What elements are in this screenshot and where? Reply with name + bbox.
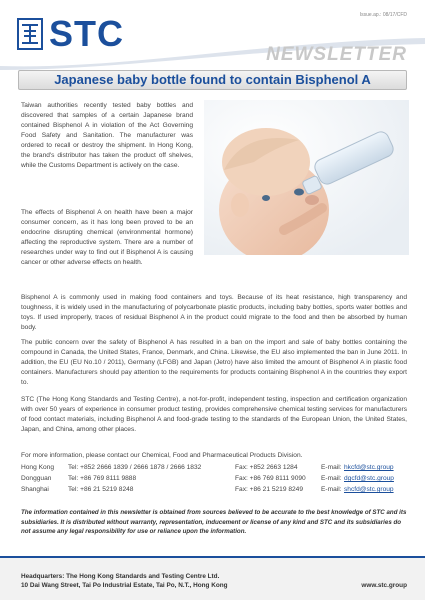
newsletter-label: NEWSLETTER — [266, 44, 407, 65]
baby-bottle-photo — [204, 100, 409, 255]
contact-fax: Fax: +86 21 5219 8249 — [235, 486, 304, 493]
footer — [0, 558, 425, 600]
article-title-bar — [18, 70, 407, 90]
contact-fax: Fax: +86 769 8111 9090 — [235, 475, 306, 482]
contact-email-link[interactable]: hkcfd@stc.group — [344, 464, 394, 471]
footer-website-link[interactable]: www.stc.group — [361, 582, 407, 589]
contact-row-dongguan — [21, 475, 407, 485]
contact-email-label: E-mail: — [321, 464, 342, 471]
paragraph-4: The public concern over the safety of Bisphenol A has resulted in a ban on the import and sale of baby bottles containing the compound in Canada, the United States, France, Denmark, and China. Likewise, the EU also implemented the ban in June 2011. In addition, the EU (EU No.10 / 2011), Germany (LFGB) and Japan (Jetro) have also limited the amount of Bisphenol A in plastic food containers. Manufacturers should pay attention to the requirements for products containing Bisphenol A in the countries they export to. — [21, 339, 407, 386]
paragraph-1: Taiwan authorities recently tested baby bottles and discovered that samples of a certain Japanese brand contained Bisphenol A in violation of the Act Governing Food Safety and Sanitation. The manufacturer was ordered to recall or destroy the shipment. In Hong Kong, the brand's distributor has taken the product off shelves, while the Customs Department is actively on the case. — [21, 102, 193, 169]
contact-city: Dongguan — [21, 475, 52, 482]
newsletter-header — [0, 0, 425, 70]
paragraph-5: STC (The Hong Kong Standards and Testing Centre), a not-for-profit, independent testing, inspection and certification organization with over 50 years of experience in consumer product testing, provides comprehensive chemical testing services for manufacturers of food contact materials, including Bisphenol A and food-grade testing to the standards of the European Union, the United States, Japan, and China, among other places. — [21, 396, 407, 433]
paragraph-3: Bisphenol A is commonly used in making food containers and toys. Because of its heat resistance, high transparency and toughness, it is widely used in the manufacturing of polycarbonate plastic products, including baby bottles, sports water bottles and toys. If used improperly, traces of residual Bisphenol A in the product could migrate to the food and then be absorbed by human body. — [21, 294, 407, 331]
contact-tel: Tel: +852 2666 1839 / 2666 1878 / 2666 1832 — [68, 464, 202, 471]
article-title: Japanese baby bottle found to contain Bisphenol A — [54, 72, 371, 87]
contact-fax: Fax: +852 2663 1284 — [235, 464, 298, 471]
footer-address: 10 Dai Wang Street, Tai Po Industrial Estate, Tai Po, N.T., Hong Kong — [21, 582, 228, 589]
issue-number: Issue.ap.: 08/17/CFD — [359, 12, 407, 18]
contact-city: Shanghai — [21, 486, 49, 493]
contact-email-label: E-mail: — [321, 486, 342, 493]
contact-tel: Tel: +86 769 8111 9888 — [68, 475, 137, 482]
contact-city: Hong Kong — [21, 464, 54, 471]
paragraph-2: The effects of Bisphenol A on health have been a major consumer concern, as it has long been proved to be an endocrine disrupting chemical (environmental hormone) affecting the reproductive system. There are a number of researches under way to find out if Bisphenol A is causing cancer or other adverse effects on health. — [21, 209, 193, 266]
contact-intro: For more information, please contact our Chemical, Food and Pharmaceutical Products Division. — [21, 452, 303, 459]
disclaimer: The information contained in this newsletter is obtained from sources believed to be accurate to the best knowledge of STC and its subsidiaries. It is distributed without warranty, representation, inducement or license of any kind and STC and its subsidiaries do not assume any legal responsibility for use or reliance upon the information. — [21, 509, 407, 535]
contact-email-label: E-mail: — [321, 475, 342, 482]
contact-email-link[interactable]: shcfd@stc.group — [344, 486, 394, 493]
contact-email-link[interactable]: dgcfd@stc.group — [344, 475, 394, 482]
contact-row-shanghai — [21, 486, 407, 496]
contact-tel: Tel: +86 21 5219 8248 — [68, 486, 134, 493]
footer-headquarters: Headquarters: The Hong Kong Standards and Testing Centre Ltd. — [21, 573, 220, 580]
stc-logo-text: STC — [49, 13, 124, 54]
contact-row-hong-kong — [21, 464, 407, 474]
